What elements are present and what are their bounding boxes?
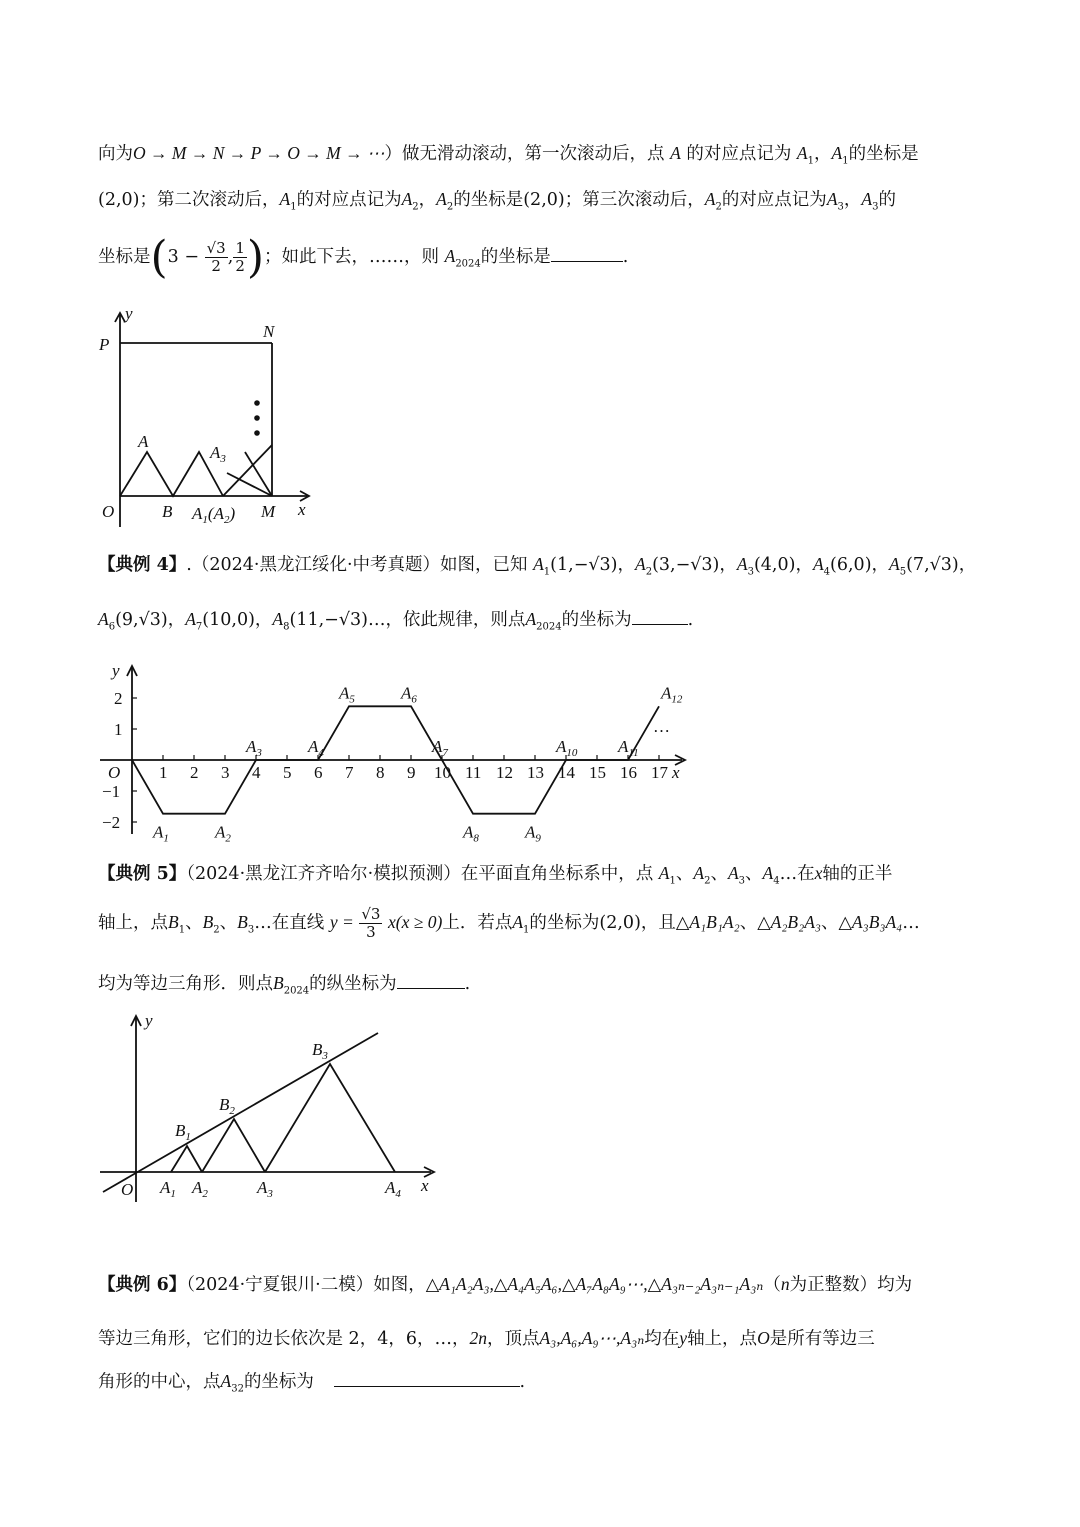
point-label-A3: $A_3$: [246, 737, 262, 759]
y-tick-label: −2: [102, 813, 121, 832]
label-y: y: [125, 304, 133, 323]
label-A2: $A_2$: [192, 1178, 208, 1200]
label-A3: $A_3$: [257, 1178, 273, 1200]
label-B: B: [162, 502, 173, 521]
point-label-A8: $A_8$: [463, 822, 479, 845]
answer-blank[interactable]: [632, 606, 688, 625]
label-A4: $A_4$: [385, 1178, 401, 1200]
label-B3: $B_3$: [312, 1040, 328, 1062]
label-A1-A2: $A_1(A_2)$: [192, 504, 236, 526]
x-tick-label: 10: [434, 763, 451, 782]
label-O: O: [102, 502, 115, 521]
triangle-3: [265, 1064, 395, 1172]
point-label-A4: $A_4$: [308, 737, 324, 759]
ellipsis: …: [653, 717, 670, 737]
y-tick-label: −1: [102, 782, 121, 801]
ex6-line-1: 【典例 6】（2024·宁夏银川·二模）如图，△A₁A₂A₃,△A₄A₅A₆,△A₇A₈A₉⋯,△A₃ₙ₋₂A₃ₙ₋₁A₃ₙ（n为正整数）均为: [98, 1274, 913, 1295]
zigzag-path: [120, 452, 223, 496]
point-label-A7: $A_7$: [432, 737, 448, 759]
x-tick-label: 5: [283, 763, 292, 782]
path-sequence: O → M → N → P → O → M → ⋯: [133, 143, 385, 163]
label-y: y: [112, 661, 120, 680]
label-A3: $A_3$: [210, 443, 226, 465]
label-x: x: [672, 763, 680, 782]
label-x: x: [298, 500, 306, 519]
label-A: A: [138, 432, 149, 451]
x-tick-label: 9: [407, 763, 416, 782]
x-tick-label: 6: [314, 763, 323, 782]
x-tick-label: 8: [376, 763, 385, 782]
label-x: x: [421, 1176, 429, 1195]
ex5-line-1: 【典例 5】（2024·黑龙江齐齐哈尔·模拟预测）在平面直角坐标系中，点 $A_1$、$A_2$、$A_3$、$A_4\dots$在x轴的正半: [98, 863, 893, 887]
answer-blank[interactable]: [334, 1368, 520, 1387]
x-tick-label: 17: [651, 763, 668, 782]
ex4-label: 【典例 4】: [98, 555, 187, 575]
ex6-line-3: 角形的中心，点$A_{32}$的坐标为 .: [98, 1368, 998, 1395]
x-tick-label: 15: [589, 763, 606, 782]
triangle-2: [202, 1119, 265, 1172]
line-y-sqrt3-3-x: [103, 1033, 378, 1192]
ex4-line-1: 【典例 4】.（2024·黑龙江绥化·中考真题）如图，已知 $A_1(1,-√3)$，$A_2(3,-√3)$，$A_3(4,0)$，$A_4(6,0)$，$A_5(7,√3)$，: [98, 554, 977, 578]
x-tick-label: 1: [159, 763, 168, 782]
p3-line-3: 坐标是(3 − $\frac{√3}{2}$ , $\frac{1}{2}$ )；如此下去，……，则 $A_{2024}$的坐标是 .: [98, 232, 629, 283]
point-label-A1: $A_1$: [153, 822, 169, 845]
label-O: O: [121, 1180, 134, 1199]
x-tick-label: 4: [252, 763, 261, 782]
ex5-line-3: 均为等边三角形．则点$B_{2024}$的纵坐标为 .: [98, 970, 998, 997]
label-y: y: [145, 1011, 153, 1030]
y-tick-label: 1: [114, 720, 123, 739]
label-B2: $B_2$: [219, 1095, 235, 1117]
figure-zigzag-axis: [100, 660, 700, 845]
answer-blank[interactable]: [397, 970, 465, 989]
label-A1: $A_1$: [160, 1178, 176, 1200]
fraction-sqrt3-over-3: $\frac{√3}{3}$: [361, 905, 381, 941]
ex6-line-2: 等边三角形，它们的边长依次是 2，4，6，…，2n，顶点A₃,A₆,A₉⋯,A₃ₙ均在y轴上，点O是所有等边三: [98, 1328, 875, 1349]
x-tick-label: 11: [465, 763, 482, 782]
label-P: P: [99, 335, 110, 354]
answer-blank[interactable]: [551, 243, 623, 262]
figure-equilateral-triangles: [95, 1010, 445, 1205]
ex5-label: 【典例 5】: [98, 864, 187, 884]
point-label-A12: $A_{12}$: [661, 683, 683, 706]
x-tick-label: 12: [496, 763, 513, 782]
point-label-A11: $A_{11}$: [618, 737, 639, 759]
point-label-A6: $A_6$: [401, 683, 417, 706]
label-M: M: [261, 502, 276, 521]
dot: [254, 430, 260, 436]
dot: [254, 400, 260, 406]
x-tick-label: 16: [620, 763, 637, 782]
p3-line-1: 向为O → M → N → P → O → M → ⋯）做无滑动滚动，第一次滚动后，点 A 的对应点记为 $A_1$，$A_1$的坐标是: [98, 143, 919, 167]
y-tick-label: 2: [114, 689, 123, 708]
ex4-line-2: $A_6(9,√3)$，$A_7(10,0)$，$A_8(11,-√3)\dots$，依此规律，则点$A_{2024}$的坐标为 .: [98, 606, 998, 633]
label-O: O: [108, 763, 121, 782]
point-label-A9: $A_9$: [525, 822, 541, 845]
x-tick-label: 14: [558, 763, 575, 782]
fraction-1-over-2: $\frac{1}{2}$: [235, 239, 245, 275]
x-tick-label: 2: [190, 763, 199, 782]
label-B1: $B_1$: [175, 1121, 191, 1143]
point-label-A2: $A_2$: [215, 822, 231, 845]
dot: [254, 415, 260, 421]
x-tick-label: 13: [527, 763, 544, 782]
ex6-label: 【典例 6】: [98, 1275, 187, 1295]
p3-line-2: (2,0)；第二次滚动后，$A_1$的对应点记为$A_2$，$A_2$的坐标是(2,0)；第三次滚动后，$A_2$的对应点记为$A_3$，$A_3$的: [98, 189, 896, 213]
point-label-A5: $A_5$: [339, 683, 355, 706]
point-label-A10: $A_{10}$: [556, 737, 578, 759]
x-tick-label: 7: [345, 763, 354, 782]
tilted-triangle-side: [223, 445, 272, 496]
x-tick-label: 3: [221, 763, 230, 782]
ex5-line-2: 轴上，点$B_1$、$B_2$、$B_3\dots$在直线 y = $\frac{√3}{3}$ x(x ≥ 0)上．若点$A_1$的坐标为(2,0)，且△A₁B₁A₂、△A₂B₂A₃、△A₃B₃A₄…: [98, 905, 920, 941]
fraction-sqrt3-over-2: $\frac{√3}{2}$: [206, 239, 226, 275]
figure-rolling-square: [95, 305, 325, 540]
label-N: N: [263, 322, 275, 341]
